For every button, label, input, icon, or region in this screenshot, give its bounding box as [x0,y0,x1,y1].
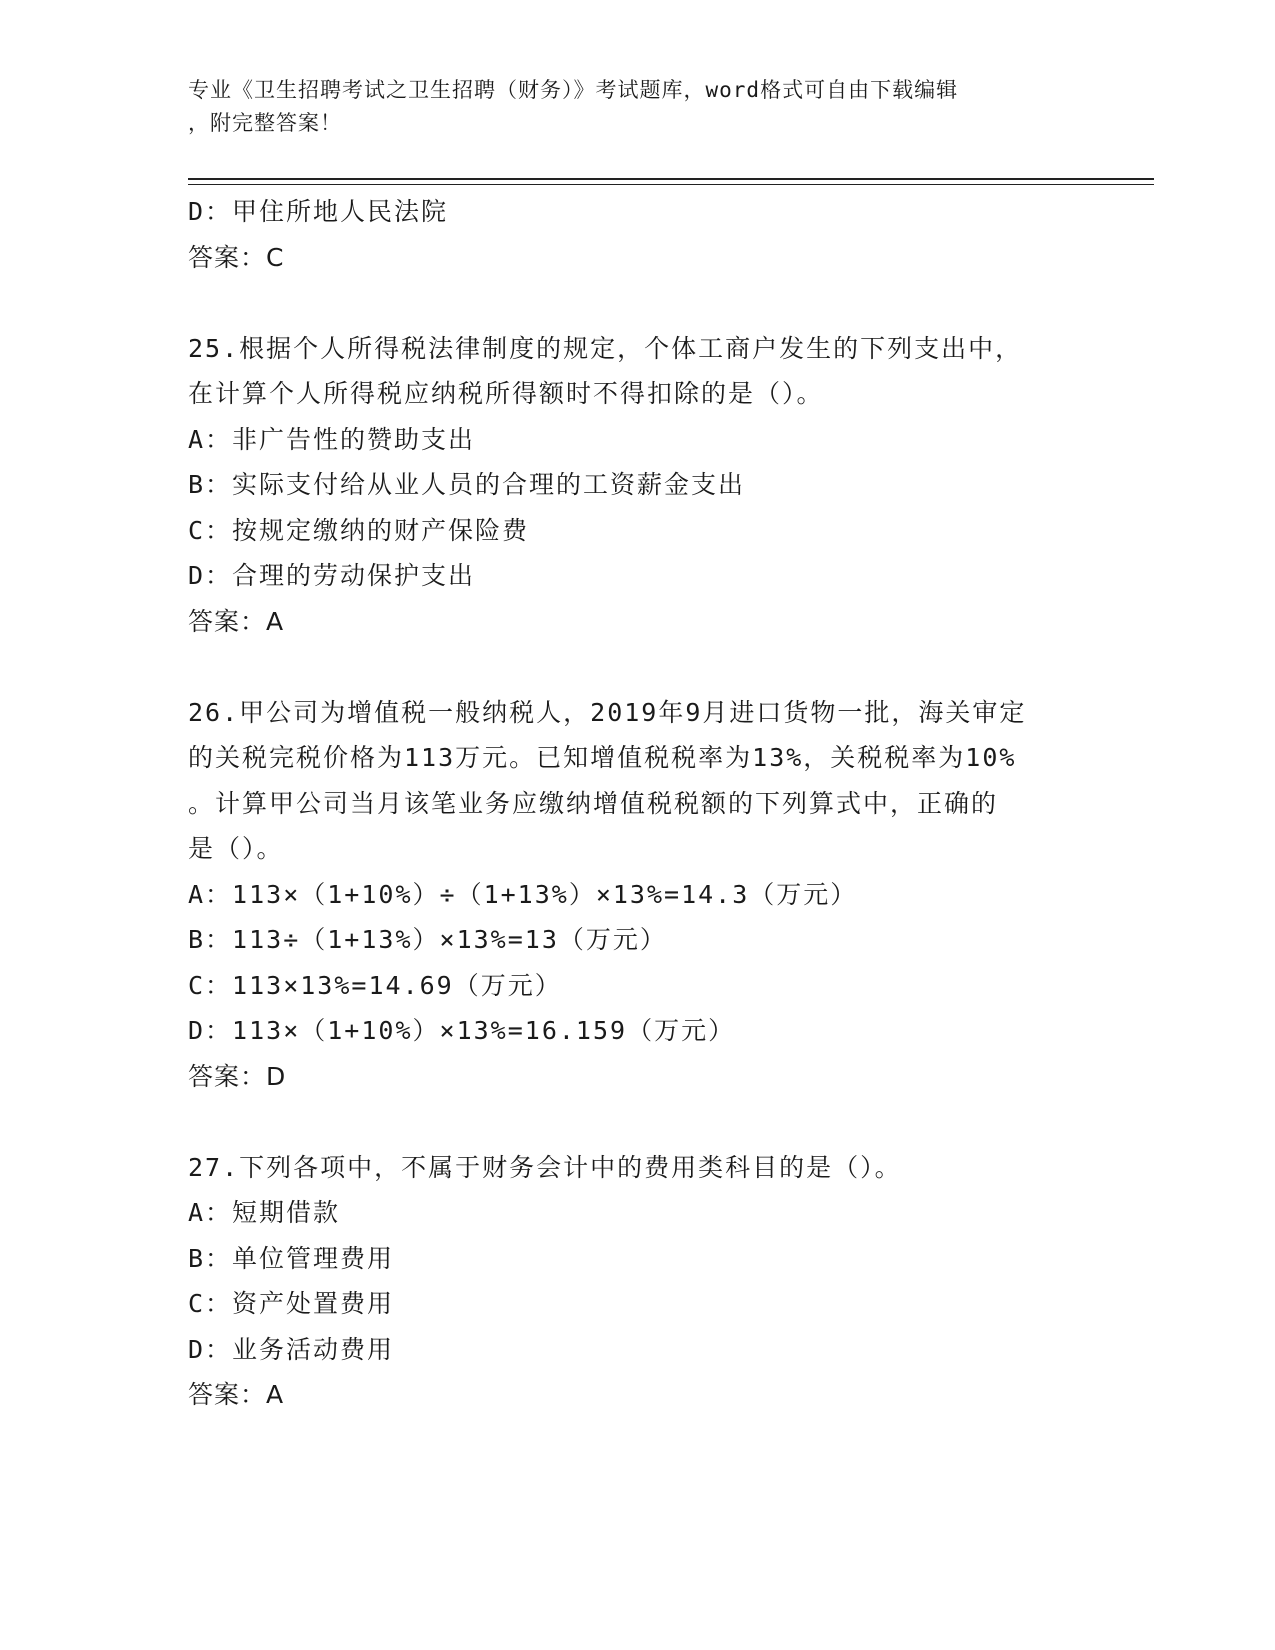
option-c: C：按规定缴纳的财产保险费 [188,515,530,545]
question-27 [188,1145,1088,1418]
spacer [188,1099,1088,1145]
option-a: A：非广告性的赞助支出 [188,424,476,454]
question-stem-line: 26.甲公司为增值税一般纳税人，2019年9月进口货物一批，海关审定 [188,697,1027,727]
answer: 答案：D [188,1061,287,1091]
answer: 答案：A [188,1380,285,1409]
option-b: B：113÷（1+13%）×13%=13（万元） [188,925,667,954]
spacer [188,644,1088,690]
option-d: D：113×（1+10%）×13%=16.159（万元） [188,1016,736,1045]
option-a: A：短期借款 [188,1198,341,1227]
question-list [188,189,1088,1418]
header-divider-thick [188,178,1154,180]
header-line-1: 专业《卫生招聘考试之卫生招聘（财务）》考试题库，word格式可自由下载编辑 [188,78,959,102]
question-stem-line: 是（）。 [188,834,284,863]
question-stem-line: 25.根据个人所得税法律制度的规定，个体工商户发生的下列支出中， [188,333,1023,363]
question-stem-line: 27.下列各项中，不属于财务会计中的费用类科目的是（）。 [188,1152,902,1182]
header-line-2: ，附完整答案！ [188,111,342,135]
option-c: C：资产处置费用 [188,1289,395,1318]
question-stem-line: 在计算个人所得税应纳税所得额时不得扣除的是（）。 [188,379,824,408]
prev-answer: 答案：C [188,242,285,272]
spacer [188,280,1088,326]
question-26 [188,690,1088,1100]
option-d: D：合理的劳动保护支出 [188,561,476,590]
page-header [188,74,1088,140]
answer: 答案：A [188,606,285,636]
question-25 [188,326,1088,645]
prev-option-d: D：甲住所地人民法院 [188,197,449,226]
option-c: C：113×13%=14.69（万元） [188,970,562,1000]
question-stem-line: 。计算甲公司当月该笔业务应缴纳增值税税额的下列算式中，正确的 [188,788,999,818]
option-a: A：113×（1+10%）÷（1+13%）×13%=14.3（万元） [188,879,858,909]
question-stem-line: 的关税完税价格为113万元。已知增值税税率为13%，关税税率为10% [188,743,1017,772]
option-b: B：单位管理费用 [188,1243,395,1273]
header-divider-thin [188,184,1154,185]
option-d: D：业务活动费用 [188,1334,395,1364]
option-b: B：实际支付给从业人员的合理的工资薪金支出 [188,470,746,499]
